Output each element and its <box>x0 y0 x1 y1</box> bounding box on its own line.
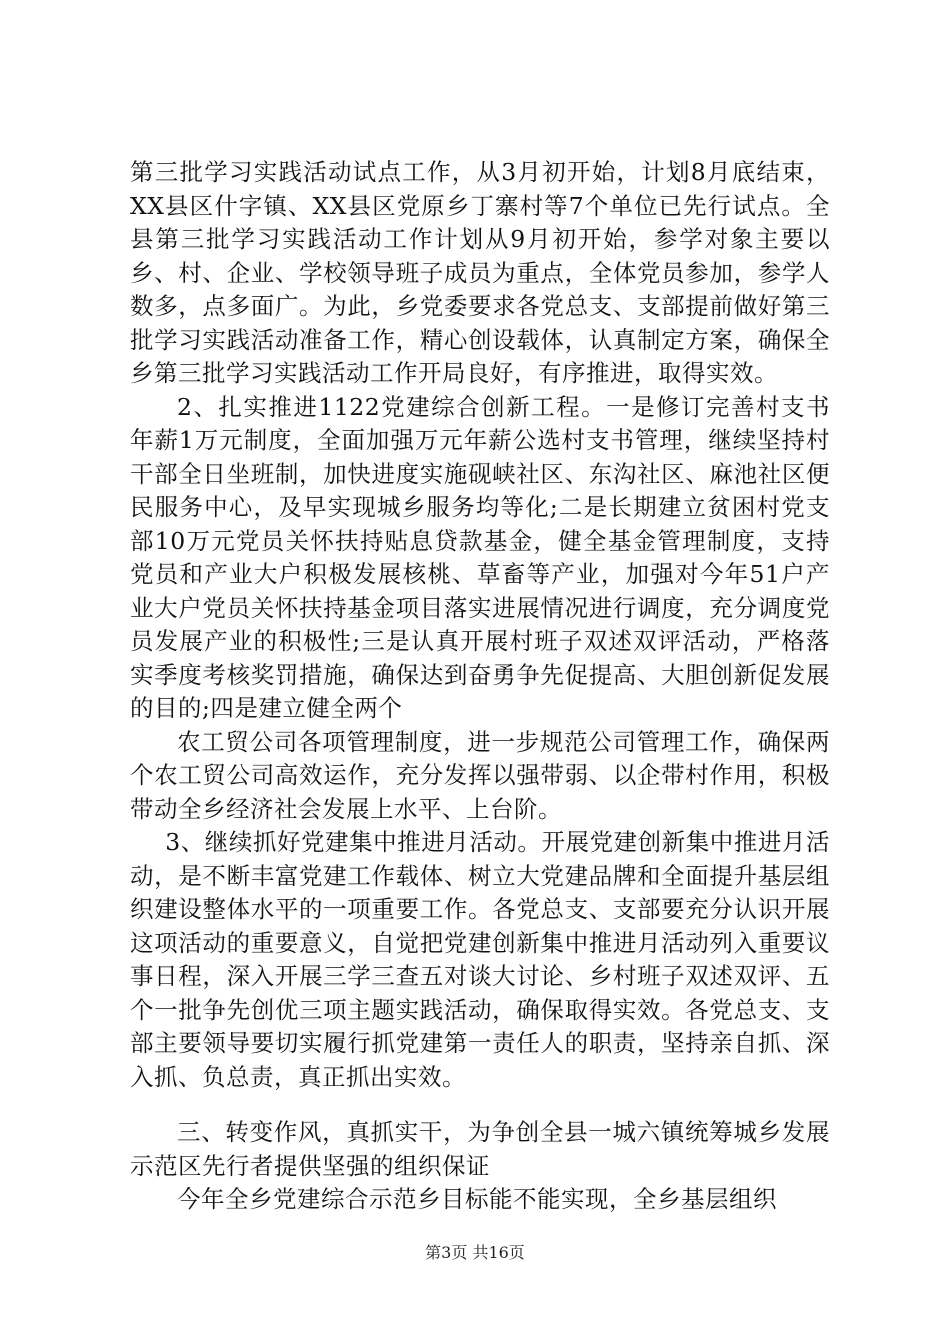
paragraph-party-month: 3、继续抓好党建集中推进月活动。开展党建创新集中推进月活动，是不断丰富党建工作载体、树立大党建品牌和全面提升基层组织建设整体水平的一项重要工作。各党总支、支部要充分认识开展这项活动的重要意义，自觉把党建创新集中推进月活动列入重要议事日程，深入开展三学三查五对谈大讨论、乡村班子双述双评、五个一批争先创优三项主题实践活动，确保取得实效。各党总支、支部主要领导要切实履行抓党建第一责任人的职责，坚持亲自抓、深入抓、负总责，真正抓出实效。 <box>130 828 830 1091</box>
paragraph-agri-company: 农工贸公司各项管理制度，进一步规范公司管理工作，确保两个农工贸公司高效运作，充分发挥以强带弱、以企带村作用，积极带动全乡经济社会发展上水平、上台阶。 <box>130 727 830 823</box>
document-body <box>130 156 830 1217</box>
paragraph-this-year: 今年全乡党建综合示范乡目标能不能实现，全乡基层组织 <box>177 1185 777 1213</box>
section-heading-three: 三、转变作风，真抓实干，为争创全县一城六镇统筹城乡发展示范区先行者提供坚强的组织保证 <box>130 1118 830 1180</box>
paragraph-pilot-work: 第三批学习实践活动试点工作，从3月初开始，计划8月底结束，XX县区什字镇、XX县区党原乡丁寨村等7个单位已先行试点。全县第三批学习实践活动工作计划从9月初开始，参学对象主要以乡、村、企业、学校领导班子成员为重点，全体党员参加，参学人数多，点多面广。为此，乡党委要求各党总支、支部提前做好第三批学习实践活动准备工作，精心创设载体，认真制定方案，确保全乡第三批学习实践活动工作开局良好，有序推进，取得实效。 <box>130 158 830 387</box>
section-gap <box>130 1094 830 1116</box>
page-number: 第3页 共16页 <box>425 1243 525 1262</box>
paragraph-1122-project: 2、扎实推进1122党建综合创新工程。一是修订完善村支书年薪1万元制度，全面加强万元年薪公选村支书管理，继续坚持村干部全日坐班制，加快进度实施砚峡社区、东沟社区、麻池社区便民服务中心，及早实现城乡服务均等化;二是长期建立贫困村党支部10万元党员关怀扶持贴息贷款基金，健全基金管理制度，支持党员和产业大户积极发展核桃、草畜等产业，加强对今年51户产业大户党员关怀扶持基金项目落实进展情况进行调度，充分调度党员发展产业的积极性;三是认真开展村班子双述双评活动，严格落实季度考核奖罚措施，确保达到奋勇争先促提高、大胆创新促发展的目的;四是建立健全两个 <box>130 392 830 722</box>
